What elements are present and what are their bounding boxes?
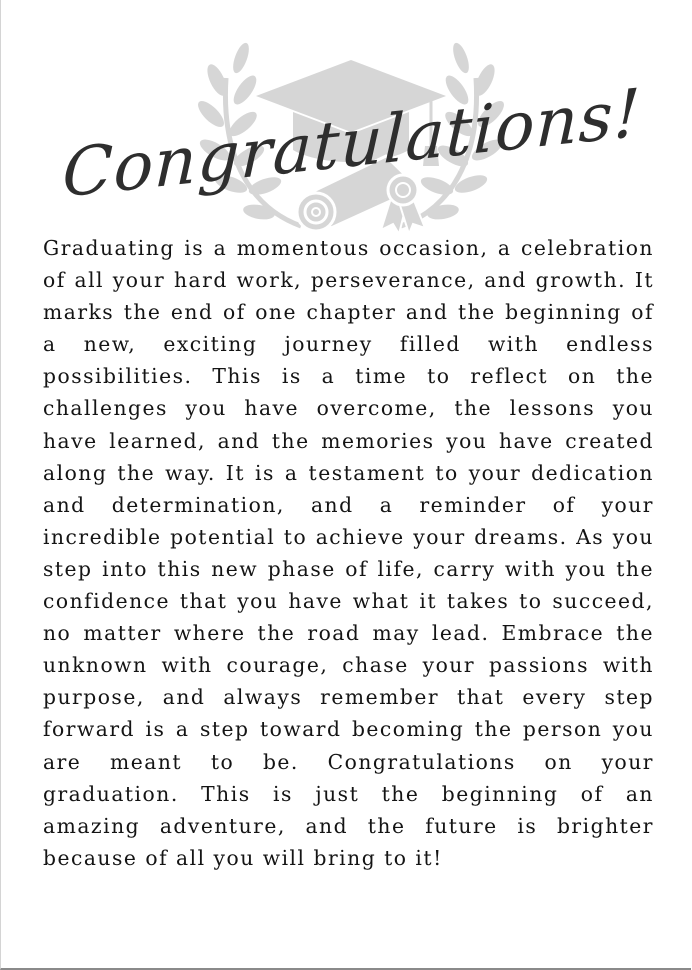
card-message: Graduating is a momentous occasion, a celebration of all your hard work, perseverance, and growth. It marks the end of one chapter and the beginning of a new, exciting journey filled with endless possibilities. This is a time to reflect on the challenges you have overcome, the lessons you have learned, and the memories you have created along the way. It is a testament to your dedication and determination, and a reminder of your incredible potential to achieve your dreams. As you step into this new phase of life, carry with you the confidence that you have what it takes to succeed, no matter where the road may lead. Embrace the unknown with courage, chase your passions with purpose, and always remember that every step forward is a step toward becoming the person you are meant to be. Congratulations on your graduation. This is just the beginning of an amazing adventure, and the future is brighter because of all you will bring to it!: [43, 236, 654, 870]
congratulations-title: Congratulations!: [61, 74, 643, 213]
